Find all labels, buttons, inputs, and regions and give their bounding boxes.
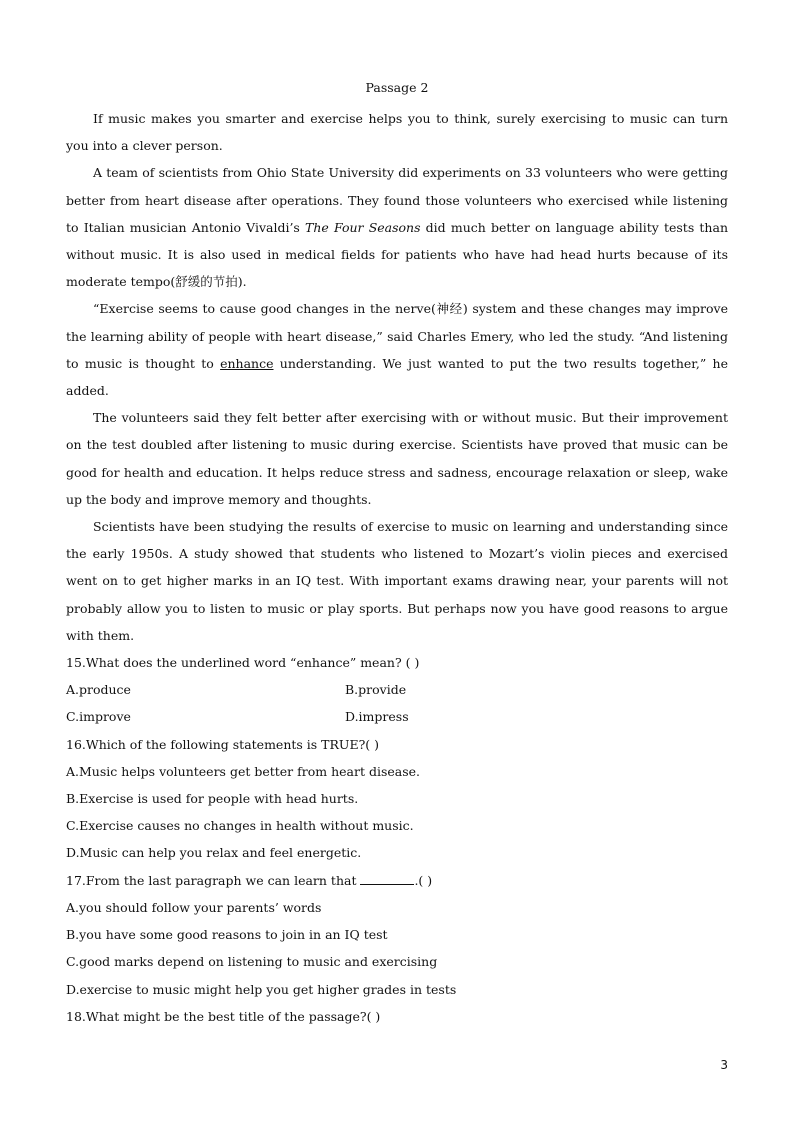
answer-blank	[360, 872, 414, 885]
passage-title: Passage 2	[365, 80, 429, 95]
page-number: 3	[720, 1058, 728, 1072]
question-15-option-c: C.improve	[66, 709, 131, 725]
paragraph-4: The volunteers said they felt better after exercising with or without music. But their improvement on the test doubled after listening to music during exercise. Scientists have proved that music can be good for health and education. It helps reduce stress and sadness, encourage relaxation or sleep, wake up the body and improve memory and thoughts.	[66, 410, 728, 507]
paragraph-2-part-2: did much better on language ability tests than without music. It is also used in medical fields for patients who have had head hurts because of its moderate tempo(舒缓的节拍).	[66, 219, 728, 290]
question-16-option-c: C.Exercise causes no changes in health without music.	[66, 818, 414, 834]
underlined-word: enhance	[220, 355, 274, 371]
paragraph-3-part-1: “Exercise seems to cause good changes in the nerve(神经) system and these changes may improve the learning ability of people with heart disease,” said Charles Emery, who led the study. “And listening to music is thought to	[66, 301, 728, 371]
question-15-option-d: D.impress	[345, 709, 409, 725]
question-17-option-b: B.you have some good reasons to join in an IQ test	[66, 927, 388, 943]
question-15-option-b: B.provide	[345, 682, 407, 698]
paragraph-1: If music makes you smarter and exercise helps you to think, surely exercising to music can turn you into a clever person.	[66, 111, 728, 154]
question-15-option-a: A.produce	[66, 682, 131, 698]
question-17-option-a: A.you should follow your parents’ words	[66, 899, 322, 915]
question-15-options-row-2	[66, 703, 728, 730]
question-17-stem	[66, 867, 728, 894]
paragraph-5: Scientists have been studying the results of exercise to music on learning and understanding since the early 1950s. A study showed that students who listened to Mozart’s violin pieces and exercised went on to get higher marks in an IQ test. With important exams drawing near, your parents will not probably allow you to listen to music or play sports. But perhaps now you have good reasons to argue with them.	[66, 519, 728, 643]
paragraph-3	[66, 295, 728, 404]
question-17-option-c: C.good marks depend on listening to music and exercising	[66, 954, 438, 970]
question-17-option-d: D.exercise to music might help you get higher grades in tests	[66, 981, 457, 997]
question-16-option-b: B.Exercise is used for people with head hurts.	[66, 791, 359, 807]
question-16-option-a: A.Music helps volunteers get better from heart disease.	[66, 763, 421, 779]
question-17-stem-part-1: 17.From the last paragraph we can learn that	[66, 872, 361, 888]
question-17-stem-part-2: .( )	[414, 872, 433, 888]
work-title-italic: The Four Seasons	[305, 219, 421, 235]
question-16-stem: 16.Which of the following statements is TRUE?( )	[66, 736, 380, 752]
document-page	[66, 78, 728, 1030]
question-15-stem: 15.What does the underlined word “enhance” mean? ( )	[66, 655, 420, 671]
question-18-stem: 18.What might be the best title of the passage?( )	[66, 1008, 381, 1024]
question-15-options-row-1	[66, 676, 728, 703]
paragraph-3-part-2: understanding. We just wanted to put the two results together,” he added.	[66, 355, 728, 399]
paragraph-2-part-1: A team of scientists from Ohio State University did experiments on 33 volunteers who were getting better from heart disease after operations. They found those volunteers who exercised while listening to Italian musician Antonio Vivaldi’s	[66, 165, 728, 235]
question-16-option-d: D.Music can help you relax and feel energetic.	[66, 845, 362, 861]
paragraph-2	[66, 159, 728, 295]
